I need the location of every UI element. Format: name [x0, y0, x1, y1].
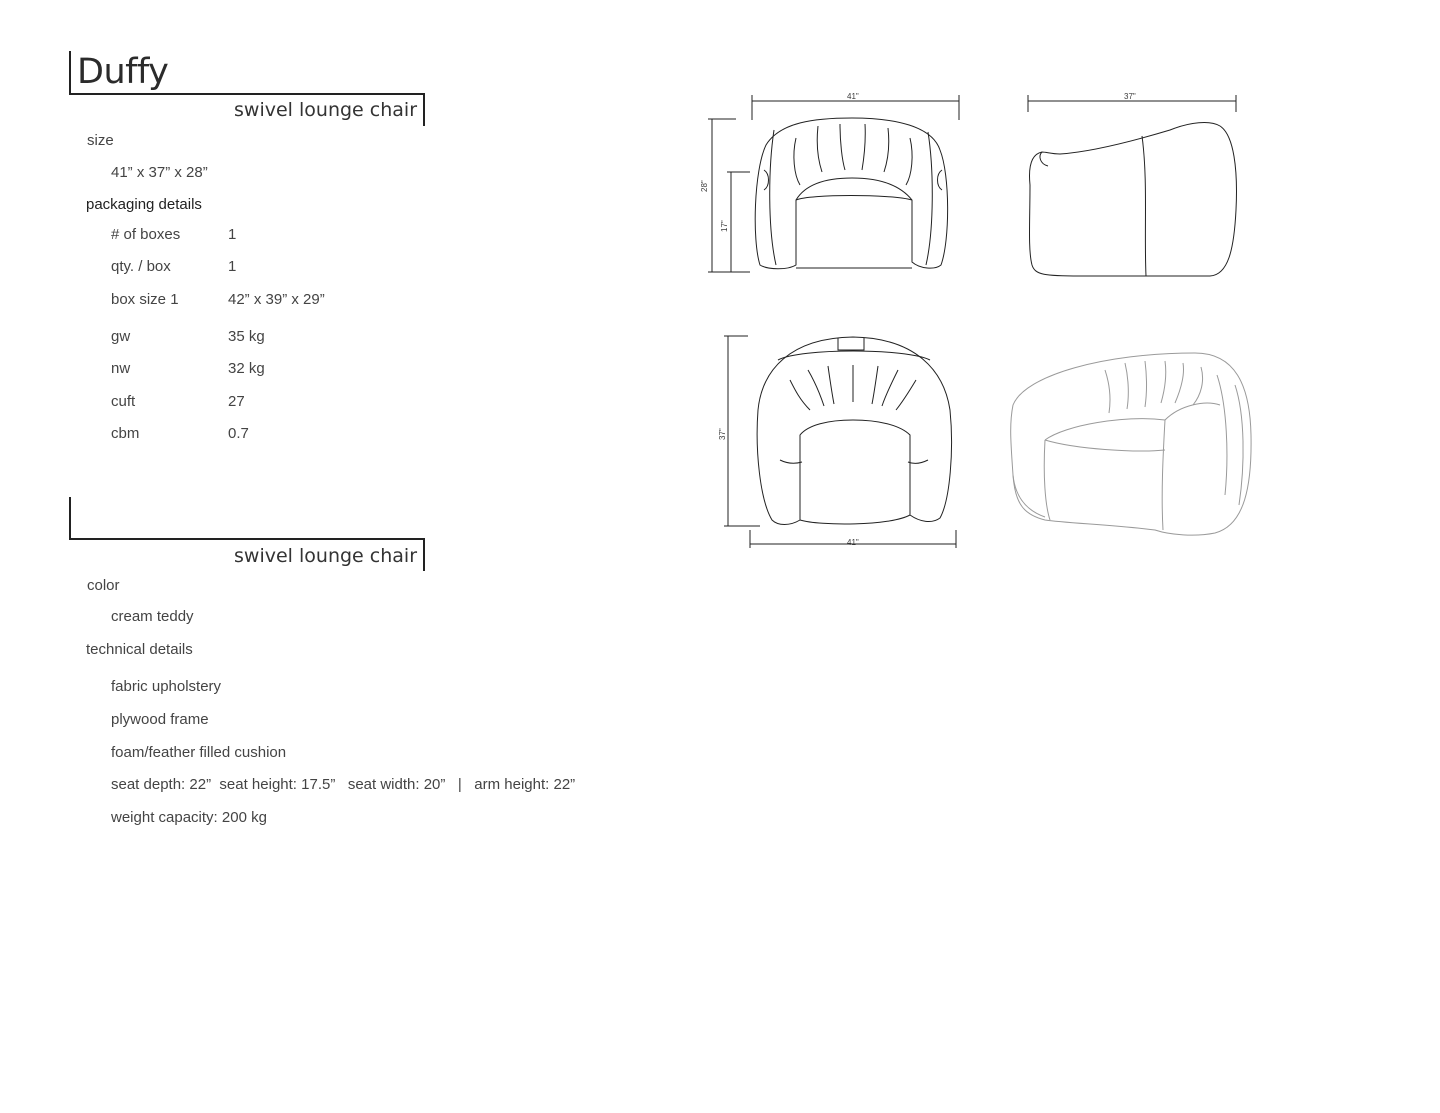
- side-depth-label: 37": [1124, 92, 1136, 101]
- row-value: 1: [228, 258, 237, 275]
- detail-item: plywood frame: [111, 711, 209, 728]
- chair-top-view-drawing: [720, 330, 970, 555]
- size-value: 41” x 37” x 28”: [111, 164, 208, 181]
- size-label: size: [87, 132, 114, 149]
- row-label: box size 1: [111, 291, 179, 308]
- row-label: cbm: [111, 425, 140, 442]
- row-label: nw: [111, 360, 131, 377]
- front-width-label: 41": [847, 92, 859, 101]
- product-title: Duffy: [77, 52, 169, 92]
- row-value: 32 kg: [228, 360, 265, 377]
- row-label: qty. / box: [111, 258, 171, 275]
- detail-item: fabric upholstery: [111, 678, 222, 695]
- front-seat-height-label: 17": [720, 220, 729, 232]
- product-subtitle: swivel lounge chair: [234, 99, 417, 121]
- packaging-label: packaging details: [86, 196, 202, 213]
- detail-item: seat depth: 22” seat height: 17.5” seat width: 20” | arm height: 22”: [111, 776, 576, 793]
- row-value: 0.7: [228, 425, 249, 442]
- color-label: color: [87, 577, 120, 594]
- row-label: # of boxes: [111, 226, 181, 243]
- detail-item: foam/feather filled cushion: [111, 744, 287, 761]
- row-value: 1: [228, 226, 237, 243]
- front-height-label: 28": [700, 180, 709, 192]
- chair-side-view-drawing: [1020, 90, 1250, 290]
- row-label: gw: [111, 328, 131, 345]
- top-width-label: 41": [847, 538, 859, 547]
- row-value: 27: [228, 393, 245, 410]
- chair-perspective-drawing: [1005, 345, 1260, 545]
- chair-front-view-drawing: [700, 90, 970, 290]
- technical-label: technical details: [86, 641, 193, 658]
- row-label: cuft: [111, 393, 136, 410]
- product-subtitle: swivel lounge chair: [234, 545, 417, 567]
- detail-item: weight capacity: 200 kg: [111, 809, 267, 826]
- row-value: 35 kg: [228, 328, 265, 345]
- top-depth-label: 37": [718, 428, 727, 440]
- color-value: cream teddy: [111, 608, 194, 625]
- row-value: 42” x 39” x 29”: [228, 291, 325, 308]
